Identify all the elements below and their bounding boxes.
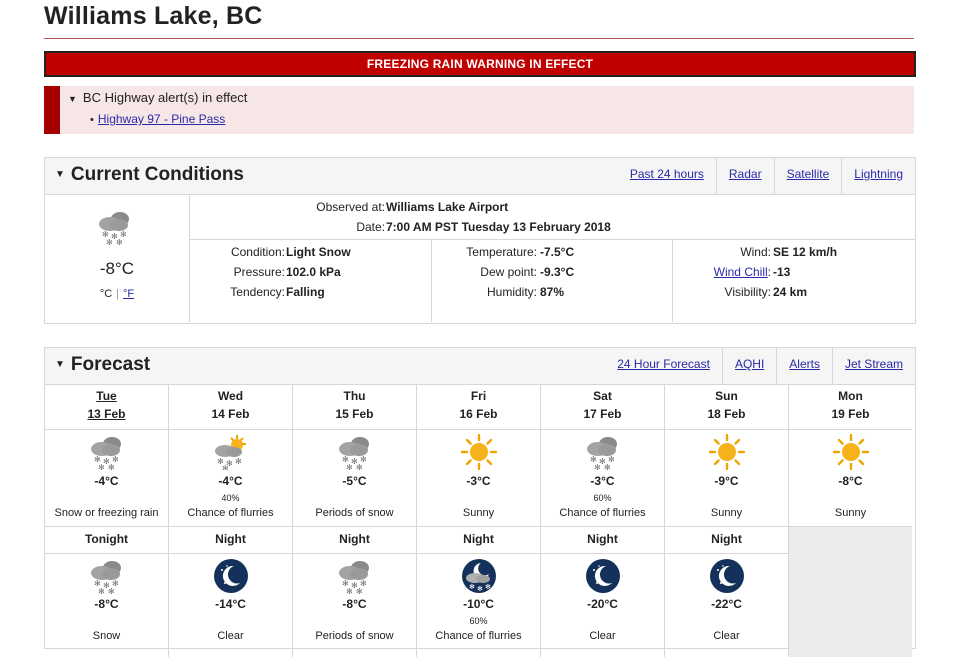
wind-chill-label-wrap [714, 265, 771, 279]
svg-text:✻: ✻ [469, 583, 475, 591]
forecast-day-temp: -4°C [94, 474, 119, 488]
forecast-day-date: 18 Feb [707, 407, 746, 421]
triangle-down-icon: ▼ [55, 169, 65, 180]
svg-text:✻: ✻ [604, 463, 611, 470]
svg-text:✻: ✻ [590, 455, 597, 464]
forecast-day-temp: -3°C [590, 474, 615, 488]
tendency-label: Tendency: [230, 285, 285, 299]
highway-alerts-toggle[interactable] [68, 90, 247, 105]
humidity-label: Humidity: [486, 285, 537, 299]
current-temperature: -8°C [99, 259, 135, 278]
forecast-day-summary: Sunny [834, 507, 867, 519]
observation-info [190, 195, 915, 240]
forecast-day-sat [541, 385, 665, 657]
current-conditions-body [45, 195, 915, 322]
forecast-day-temp: -9°C [714, 474, 739, 488]
moon-cloud-snow-icon [461, 558, 497, 599]
sun-icon [461, 434, 497, 475]
forecast-night-pop: 60% [469, 616, 488, 626]
forecast-night-temp: -20°C [587, 597, 618, 611]
forecast-night-label: Night [541, 527, 664, 554]
forecast-day-date: 17 Feb [583, 407, 622, 421]
svg-text:✻: ✻ [594, 463, 601, 470]
forecast-day-body [45, 430, 168, 527]
snow-cloud-icon [337, 434, 373, 475]
forecast-night-body [45, 554, 168, 654]
forecast-day-name: Wed [217, 389, 244, 403]
svg-text:✻: ✻ [485, 583, 491, 591]
forecast-night-body [293, 554, 416, 654]
forecast-day-name: Mon [838, 389, 863, 403]
forecast-day-summary: Sunny [710, 507, 743, 519]
forecast-day-summary: Periods of snow [315, 507, 394, 519]
forecast-day-fri [417, 385, 541, 657]
svg-text:✻: ✻ [346, 463, 353, 470]
temperature-label: Temperature: [466, 245, 537, 259]
svg-text:✻: ✻ [356, 587, 363, 594]
forecast-night-temp: -8°C [94, 597, 119, 611]
svg-text:✻: ✻ [217, 457, 224, 466]
forecast-day-body [417, 430, 540, 527]
tab-lightning[interactable]: Lightning [841, 158, 915, 194]
bullet-icon: • [90, 114, 94, 126]
forecast-day-summary: Snow or freezing rain [54, 507, 159, 519]
current-conditions-header [45, 158, 915, 195]
forecast-day-header [665, 385, 788, 430]
page-title: Williams Lake, BC [44, 2, 263, 30]
unit-fahrenheit-link[interactable]: °F [123, 288, 135, 300]
forecast-day-header [789, 385, 912, 430]
forecast-night-summary: Periods of snow [315, 630, 394, 642]
forecast-night-summary: Chance of flurries [435, 630, 522, 642]
current-conditions-panel [44, 157, 916, 324]
current-summary [45, 195, 190, 322]
snow-cloud-icon [89, 434, 125, 475]
svg-text:✻: ✻ [120, 230, 127, 239]
visibility-value: 24 km [773, 285, 808, 299]
forecast-night-body [417, 554, 540, 654]
forecast-night-temp: -14°C [215, 597, 246, 611]
wind-label: Wind: [740, 245, 771, 259]
forecast-panel [44, 347, 916, 649]
forecast-day-temp: -8°C [838, 474, 863, 488]
forecast-day-tue [45, 385, 169, 657]
forecast-day-summary: Sunny [462, 507, 495, 519]
unit-celsius: °C [99, 288, 113, 300]
visibility-label: Visibility: [724, 285, 771, 299]
svg-text:✻: ✻ [351, 581, 358, 590]
svg-text:✻: ✻ [98, 463, 105, 470]
temperature-value: -7.5°C [540, 245, 575, 259]
forecast-night-body [541, 554, 664, 654]
forecast-night-temp: -8°C [342, 597, 367, 611]
wind-chill-link[interactable]: Wind Chill [713, 265, 768, 279]
svg-text:✻: ✻ [477, 585, 483, 593]
svg-text:✻: ✻ [111, 232, 118, 241]
highway-alerts-heading: BC Highway alert(s) in effect [82, 90, 248, 105]
highway-97-link[interactable]: Highway 97 - Pine Pass [97, 112, 226, 126]
forecast-day-header [169, 385, 292, 430]
moon-icon [585, 558, 621, 599]
forecast-day-body [541, 430, 664, 527]
wind-chill-colon: : [767, 265, 771, 279]
forecast-day-name: Fri [470, 389, 487, 403]
forecast-night-label: Tonight [45, 527, 168, 554]
forecast-night-summary: Clear [713, 630, 740, 642]
svg-text:✻: ✻ [108, 587, 115, 594]
forecast-day-temp: -3°C [466, 474, 491, 488]
forecast-day-name: Thu [343, 389, 366, 403]
svg-text:✻: ✻ [98, 587, 105, 594]
forecast-night-label: Night [293, 527, 416, 554]
forecast-day-mon [789, 385, 912, 657]
forecast-day-temp: -5°C [342, 474, 367, 488]
svg-text:✻: ✻ [599, 457, 606, 466]
forecast-night-temp: -10°C [463, 597, 494, 611]
alert-marker [44, 86, 60, 134]
snow-cloud-icon [337, 558, 373, 599]
dew-point-label: Dew point: [480, 265, 537, 279]
forecast-day-temp: -4°C [218, 474, 243, 488]
forecast-day-date: 13 Feb [87, 407, 126, 421]
svg-text:✻: ✻ [351, 457, 358, 466]
forecast-night-body [665, 554, 788, 654]
snow-cloud-icon [89, 558, 125, 599]
forecast-day-summary: Chance of flurries [559, 507, 646, 519]
sun-icon [709, 434, 745, 475]
observed-at-value: Williams Lake Airport [386, 200, 509, 214]
highway-alerts [44, 86, 914, 134]
forecast-day-body [169, 430, 292, 527]
forecast-night-summary: Snow [92, 630, 121, 642]
forecast-night-body [169, 554, 292, 654]
tendency-value: Falling [286, 285, 325, 299]
forecast-night-temp: -22°C [711, 597, 742, 611]
forecast-tabs [605, 348, 915, 384]
svg-text:✻: ✻ [102, 230, 109, 239]
svg-text:✻: ✻ [346, 587, 353, 594]
condition-value: Light Snow [286, 245, 351, 259]
tab-radar[interactable]: Radar [716, 158, 774, 194]
svg-text:✻: ✻ [360, 579, 367, 588]
date-value: 7:00 AM PST Tuesday 13 February 2018 [386, 220, 611, 234]
forecast-grid [45, 385, 915, 647]
tab-aqhi[interactable]: AQHI [722, 348, 776, 384]
forecast-day-date: 19 Feb [831, 407, 870, 421]
highway-alert-item [90, 112, 225, 126]
unit-divider: | [116, 288, 120, 300]
forecast-day-sun [665, 385, 789, 657]
svg-text:✻: ✻ [112, 579, 119, 588]
forecast-night-label: Night [417, 527, 540, 554]
forecast-night-summary: Clear [589, 630, 616, 642]
forecast-day-body [665, 430, 788, 527]
sun-cloud-snow-icon [213, 434, 249, 475]
moon-icon [709, 558, 745, 599]
tab-24-hour-forecast[interactable]: 24 Hour Forecast [617, 357, 710, 371]
wind-chill-value: -13 [773, 265, 791, 279]
current-conditions-tabs [618, 158, 915, 194]
svg-text:✻: ✻ [116, 238, 123, 245]
forecast-day-name: Sun [715, 389, 738, 403]
forecast-night-label: Night [169, 527, 292, 554]
current-conditions-toggle[interactable] [55, 164, 244, 186]
forecast-night-empty [789, 527, 912, 657]
dew-point-value: -9.3°C [540, 265, 575, 279]
svg-text:✻: ✻ [226, 459, 233, 468]
forecast-day-name: Sat [593, 389, 612, 403]
forecast-day-name: Tue [96, 389, 117, 403]
pressure-value: 102.0 kPa [286, 265, 341, 279]
forecast-toggle[interactable] [55, 354, 150, 376]
svg-text:✻: ✻ [360, 455, 367, 464]
moon-icon [213, 558, 249, 599]
observed-at-label: Observed at: [316, 200, 385, 214]
forecast-day-wed [169, 385, 293, 657]
title-divider [44, 38, 914, 39]
svg-text:✻: ✻ [106, 238, 113, 245]
triangle-down-icon: ▼ [68, 94, 77, 104]
snow-cloud-icon [97, 209, 133, 250]
svg-text:✻: ✻ [94, 579, 101, 588]
svg-text:✻: ✻ [103, 457, 110, 466]
forecast-day-date: 14 Feb [211, 407, 250, 421]
current-conditions-title: Current Conditions [70, 164, 245, 185]
conditions-column-2 [432, 240, 673, 322]
humidity-value: 87% [540, 285, 565, 299]
svg-text:✻: ✻ [94, 455, 101, 464]
forecast-day-header[interactable] [45, 385, 168, 430]
tab-alerts[interactable]: Alerts [776, 348, 832, 384]
forecast-day-body [789, 430, 912, 527]
forecast-night-label: Night [665, 527, 788, 554]
forecast-day-thu [293, 385, 417, 657]
condition-label: Condition: [230, 245, 285, 259]
forecast-day-date: 15 Feb [335, 407, 374, 421]
svg-text:✻: ✻ [342, 579, 349, 588]
wind-value: SE 12 km/h [773, 245, 838, 259]
unit-switcher [45, 288, 189, 300]
forecast-day-header [541, 385, 664, 430]
forecast-day-pop: 40% [221, 493, 240, 503]
pressure-label: Pressure: [233, 265, 285, 279]
forecast-day-summary: Chance of flurries [187, 507, 274, 519]
date-label: Date: [356, 220, 385, 234]
freezing-rain-warning-banner[interactable]: FREEZING RAIN WARNING IN EFFECT [44, 51, 916, 77]
svg-text:✻: ✻ [108, 463, 115, 470]
snow-cloud-icon [585, 434, 621, 475]
sun-icon [833, 434, 869, 475]
tab-jet-stream[interactable]: Jet Stream [832, 348, 915, 384]
tab-past-24-hours[interactable]: Past 24 hours [629, 167, 704, 181]
svg-text:✻: ✻ [235, 457, 242, 466]
tab-satellite[interactable]: Satellite [774, 158, 842, 194]
forecast-day-date: 16 Feb [459, 407, 498, 421]
svg-text:✻: ✻ [608, 455, 615, 464]
forecast-day-pop: 60% [593, 493, 612, 503]
forecast-day-body [293, 430, 416, 527]
forecast-night-summary: Clear [217, 630, 244, 642]
forecast-header [45, 348, 915, 385]
svg-text:✻: ✻ [222, 464, 229, 470]
svg-text:✻: ✻ [356, 463, 363, 470]
forecast-title: Forecast [70, 354, 151, 375]
triangle-down-icon: ▼ [55, 359, 65, 370]
svg-text:✻: ✻ [342, 455, 349, 464]
conditions-column-1 [190, 240, 432, 322]
forecast-day-header [293, 385, 416, 430]
forecast-day-header [417, 385, 540, 430]
svg-text:✻: ✻ [112, 455, 119, 464]
conditions-column-3 [673, 240, 915, 322]
svg-text:✻: ✻ [103, 581, 110, 590]
